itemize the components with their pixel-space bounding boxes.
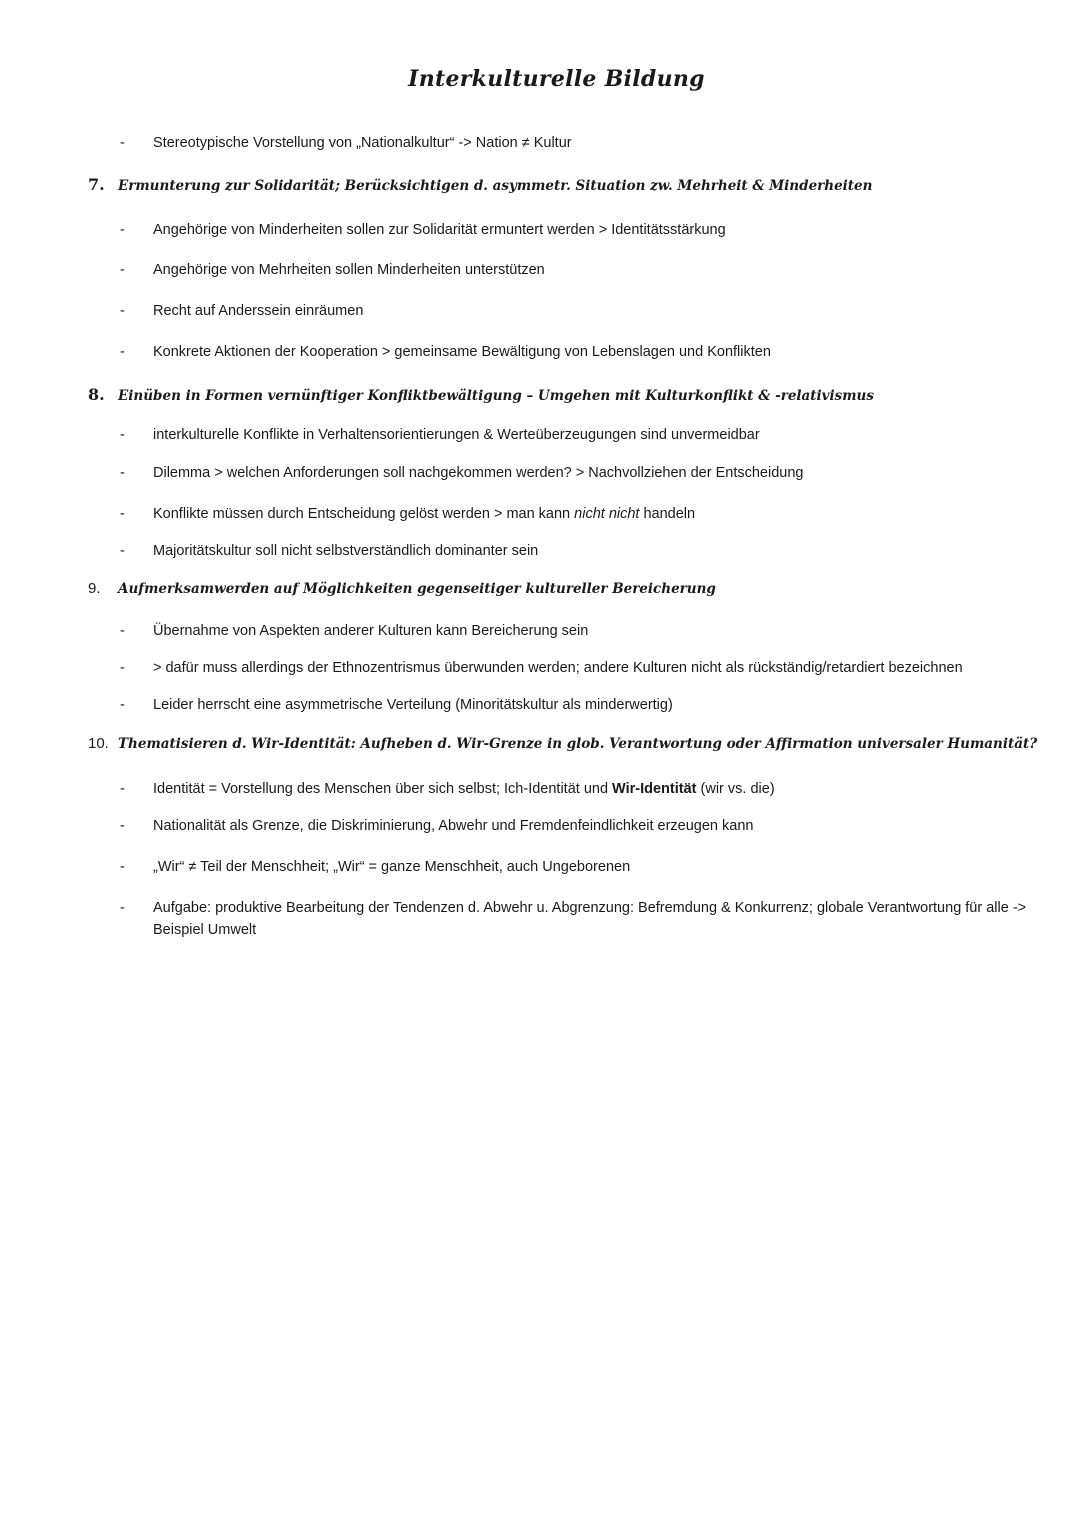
section-number: 7. — [88, 175, 105, 194]
bullet-strong: Wir-Identität — [612, 781, 697, 797]
bullet-text: Majoritätskultur soll nicht selbstverständlich dominanter sein — [153, 543, 539, 559]
bullet-text: Übernahme von Aspekten anderer Kulturen kann Bereicherung sein — [153, 623, 589, 639]
bullet-text — [153, 778, 775, 800]
section-heading — [88, 580, 716, 597]
bullet-emphasis: nicht nicht — [574, 506, 640, 522]
section-number: 9. — [88, 580, 101, 597]
bullet-dash: - — [120, 543, 125, 559]
bullet-dash: - — [120, 900, 125, 916]
bullet-text-part: Identität = Vorstellung des Menschen über sich selbst; Ich-Identität und — [153, 781, 613, 797]
bullet-text: > dafür muss allerdings der Ethnozentrismus überwunden werden; andere Kulturen nicht als rückständig/retardiert bezeichnen — [153, 660, 963, 676]
bullet-dash: - — [120, 697, 125, 713]
section-heading-text: Einüben in Formen vernünftiger Konfliktbewältigung – Umgehen mit Kulturkonflikt & -relativismus — [118, 388, 874, 404]
bullet-dash: - — [120, 344, 125, 360]
bullet-text: Recht auf Anderssein einräumen — [153, 303, 364, 319]
bullet-dash: - — [120, 262, 125, 278]
bullet-text-part: handeln — [639, 506, 696, 522]
bullet-text-part: (wir vs. die) — [696, 781, 775, 797]
bullet-text: Dilemma > welchen Anforderungen soll nachgekommen werden? > Nachvollziehen der Entscheidung — [153, 465, 804, 481]
bullet-text: interkulturelle Konflikte in Verhaltensorientierungen & Werteüberzeugungen sind unvermeidbar — [153, 427, 760, 443]
bullet-text: Leider herrscht eine asymmetrische Verteilung (Minoritätskultur als minderwertig) — [153, 697, 673, 713]
bullet-text: Angehörige von Mehrheiten sollen Minderheiten unterstützen — [153, 262, 545, 278]
bullet-text: „Wir“ ≠ Teil der Menschheit; „Wir“ = ganze Menschheit, auch Ungeborenen — [153, 859, 631, 875]
section-heading — [88, 175, 872, 194]
bullet-text: Stereotypische Vorstellung von „Nationalkultur“ -> Nation ≠ Kultur — [153, 135, 572, 151]
bullet-dash: - — [120, 465, 125, 481]
bullet-text-part: Konflikte müssen durch Entscheidung gelöst werden > man kann — [153, 506, 575, 522]
bullet-text: Aufgabe: produktive Bearbeitung der Tendenzen d. Abwehr u. Abgrenzung: Befremdung & Konkurrenz; globale Verantwortung für alle -> Beispiel Umwelt — [153, 900, 1027, 938]
bullet-text: Nationalität als Grenze, die Diskriminierung, Abwehr und Fremdenfeindlichkeit erzeugen kann — [153, 818, 754, 834]
bullet-text: Konkrete Aktionen der Kooperation > gemeinsame Bewältigung von Lebenslagen und Konflikten — [153, 344, 771, 360]
bullet-text: Angehörige von Minderheiten sollen zur Solidarität ermuntert werden > Identitätsstärkung — [153, 222, 726, 238]
bullet-dash: - — [120, 506, 125, 522]
section-heading — [88, 735, 1037, 752]
section-heading-text: Aufmerksamwerden auf Möglichkeiten gegenseitiger kultureller Bereicherung — [118, 581, 716, 597]
section-heading-text: Thematisieren d. Wir-Identität: Aufheben d. Wir-Grenze in glob. Verantwortung oder Affirmation universaler Humanität? — [118, 736, 1038, 752]
bullet-dash: - — [120, 427, 125, 443]
section-heading-text: Ermunterung zur Solidarität; Berücksichtigen d. asymmetr. Situation zw. Mehrheit & Minderheiten — [118, 178, 873, 194]
bullet-dash: - — [120, 623, 125, 639]
section-number: 8. — [88, 385, 105, 404]
bullet-dash: - — [120, 303, 125, 319]
bullet-dash: - — [120, 135, 125, 151]
page-title: Interkulturelle Bildung — [408, 66, 705, 92]
section-number: 10. — [88, 735, 109, 752]
bullet-dash: - — [120, 818, 125, 834]
bullet-dash: - — [120, 781, 125, 797]
bullet-dash: - — [120, 222, 125, 238]
bullet-text — [153, 503, 695, 525]
bullet-dash: - — [120, 660, 125, 676]
section-heading — [88, 385, 874, 404]
bullet-dash: - — [120, 859, 125, 875]
